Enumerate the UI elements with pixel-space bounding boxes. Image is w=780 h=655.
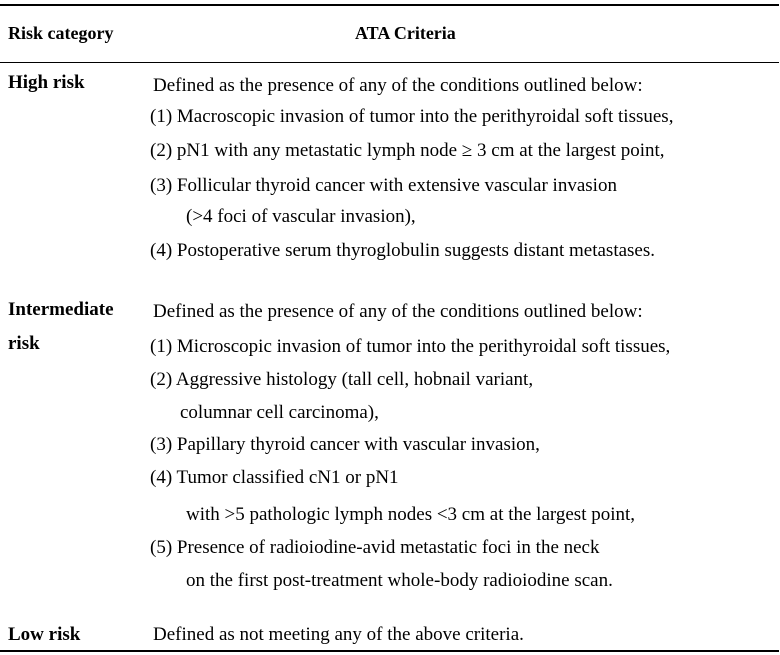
high-risk-criterion-3: (3) Follicular thyroid cancer with extensive vascular invasion xyxy=(150,175,617,196)
high-risk-criterion-3-continued: (>4 foci of vascular invasion), xyxy=(186,206,416,227)
table-top-rule xyxy=(0,4,779,6)
intermediate-risk-criterion-5: (5) Presence of radioiodine-avid metastatic foci in the neck xyxy=(150,537,600,558)
table-bottom-rule xyxy=(0,650,779,652)
table-header-rule xyxy=(0,62,779,63)
intermediate-risk-criterion-1: (1) Microscopic invasion of tumor into the perithyroidal soft tissues, xyxy=(150,336,671,357)
intermediate-risk-criterion-5-continued: on the first post-treatment whole-body radioiodine scan. xyxy=(186,570,613,591)
category-intermediate-risk-line-2: risk xyxy=(8,333,40,354)
header-risk-category: Risk category xyxy=(8,23,114,43)
intermediate-risk-criterion-4: (4) Tumor classified cN1 or pN1 xyxy=(150,467,399,488)
intermediate-risk-criterion-4-continued: with >5 pathologic lymph nodes <3 cm at the largest point, xyxy=(186,504,636,525)
category-high-risk: High risk xyxy=(8,72,85,93)
intermediate-risk-definition: Defined as the presence of any of the conditions outlined below: xyxy=(153,301,643,322)
intermediate-risk-criterion-2-continued: columnar cell carcinoma), xyxy=(180,402,379,423)
high-risk-definition: Defined as the presence of any of the conditions outlined below: xyxy=(153,75,643,96)
high-risk-criterion-1: (1) Macroscopic invasion of tumor into the perithyroidal soft tissues, xyxy=(150,106,674,127)
category-low-risk: Low risk xyxy=(8,624,81,645)
category-intermediate-risk-line-1: Intermediate xyxy=(8,299,114,320)
high-risk-criterion-4: (4) Postoperative serum thyroglobulin suggests distant metastases. xyxy=(150,240,656,261)
intermediate-risk-criterion-3: (3) Papillary thyroid cancer with vascular invasion, xyxy=(150,434,540,455)
low-risk-definition: Defined as not meeting any of the above criteria. xyxy=(153,624,524,645)
high-risk-criterion-2: (2) pN1 with any metastatic lymph node ≥ 3 cm at the largest point, xyxy=(150,140,665,161)
intermediate-risk-criterion-2: (2) Aggressive histology (tall cell, hobnail variant, xyxy=(150,369,534,390)
header-ata-criteria: ATA Criteria xyxy=(355,23,456,43)
